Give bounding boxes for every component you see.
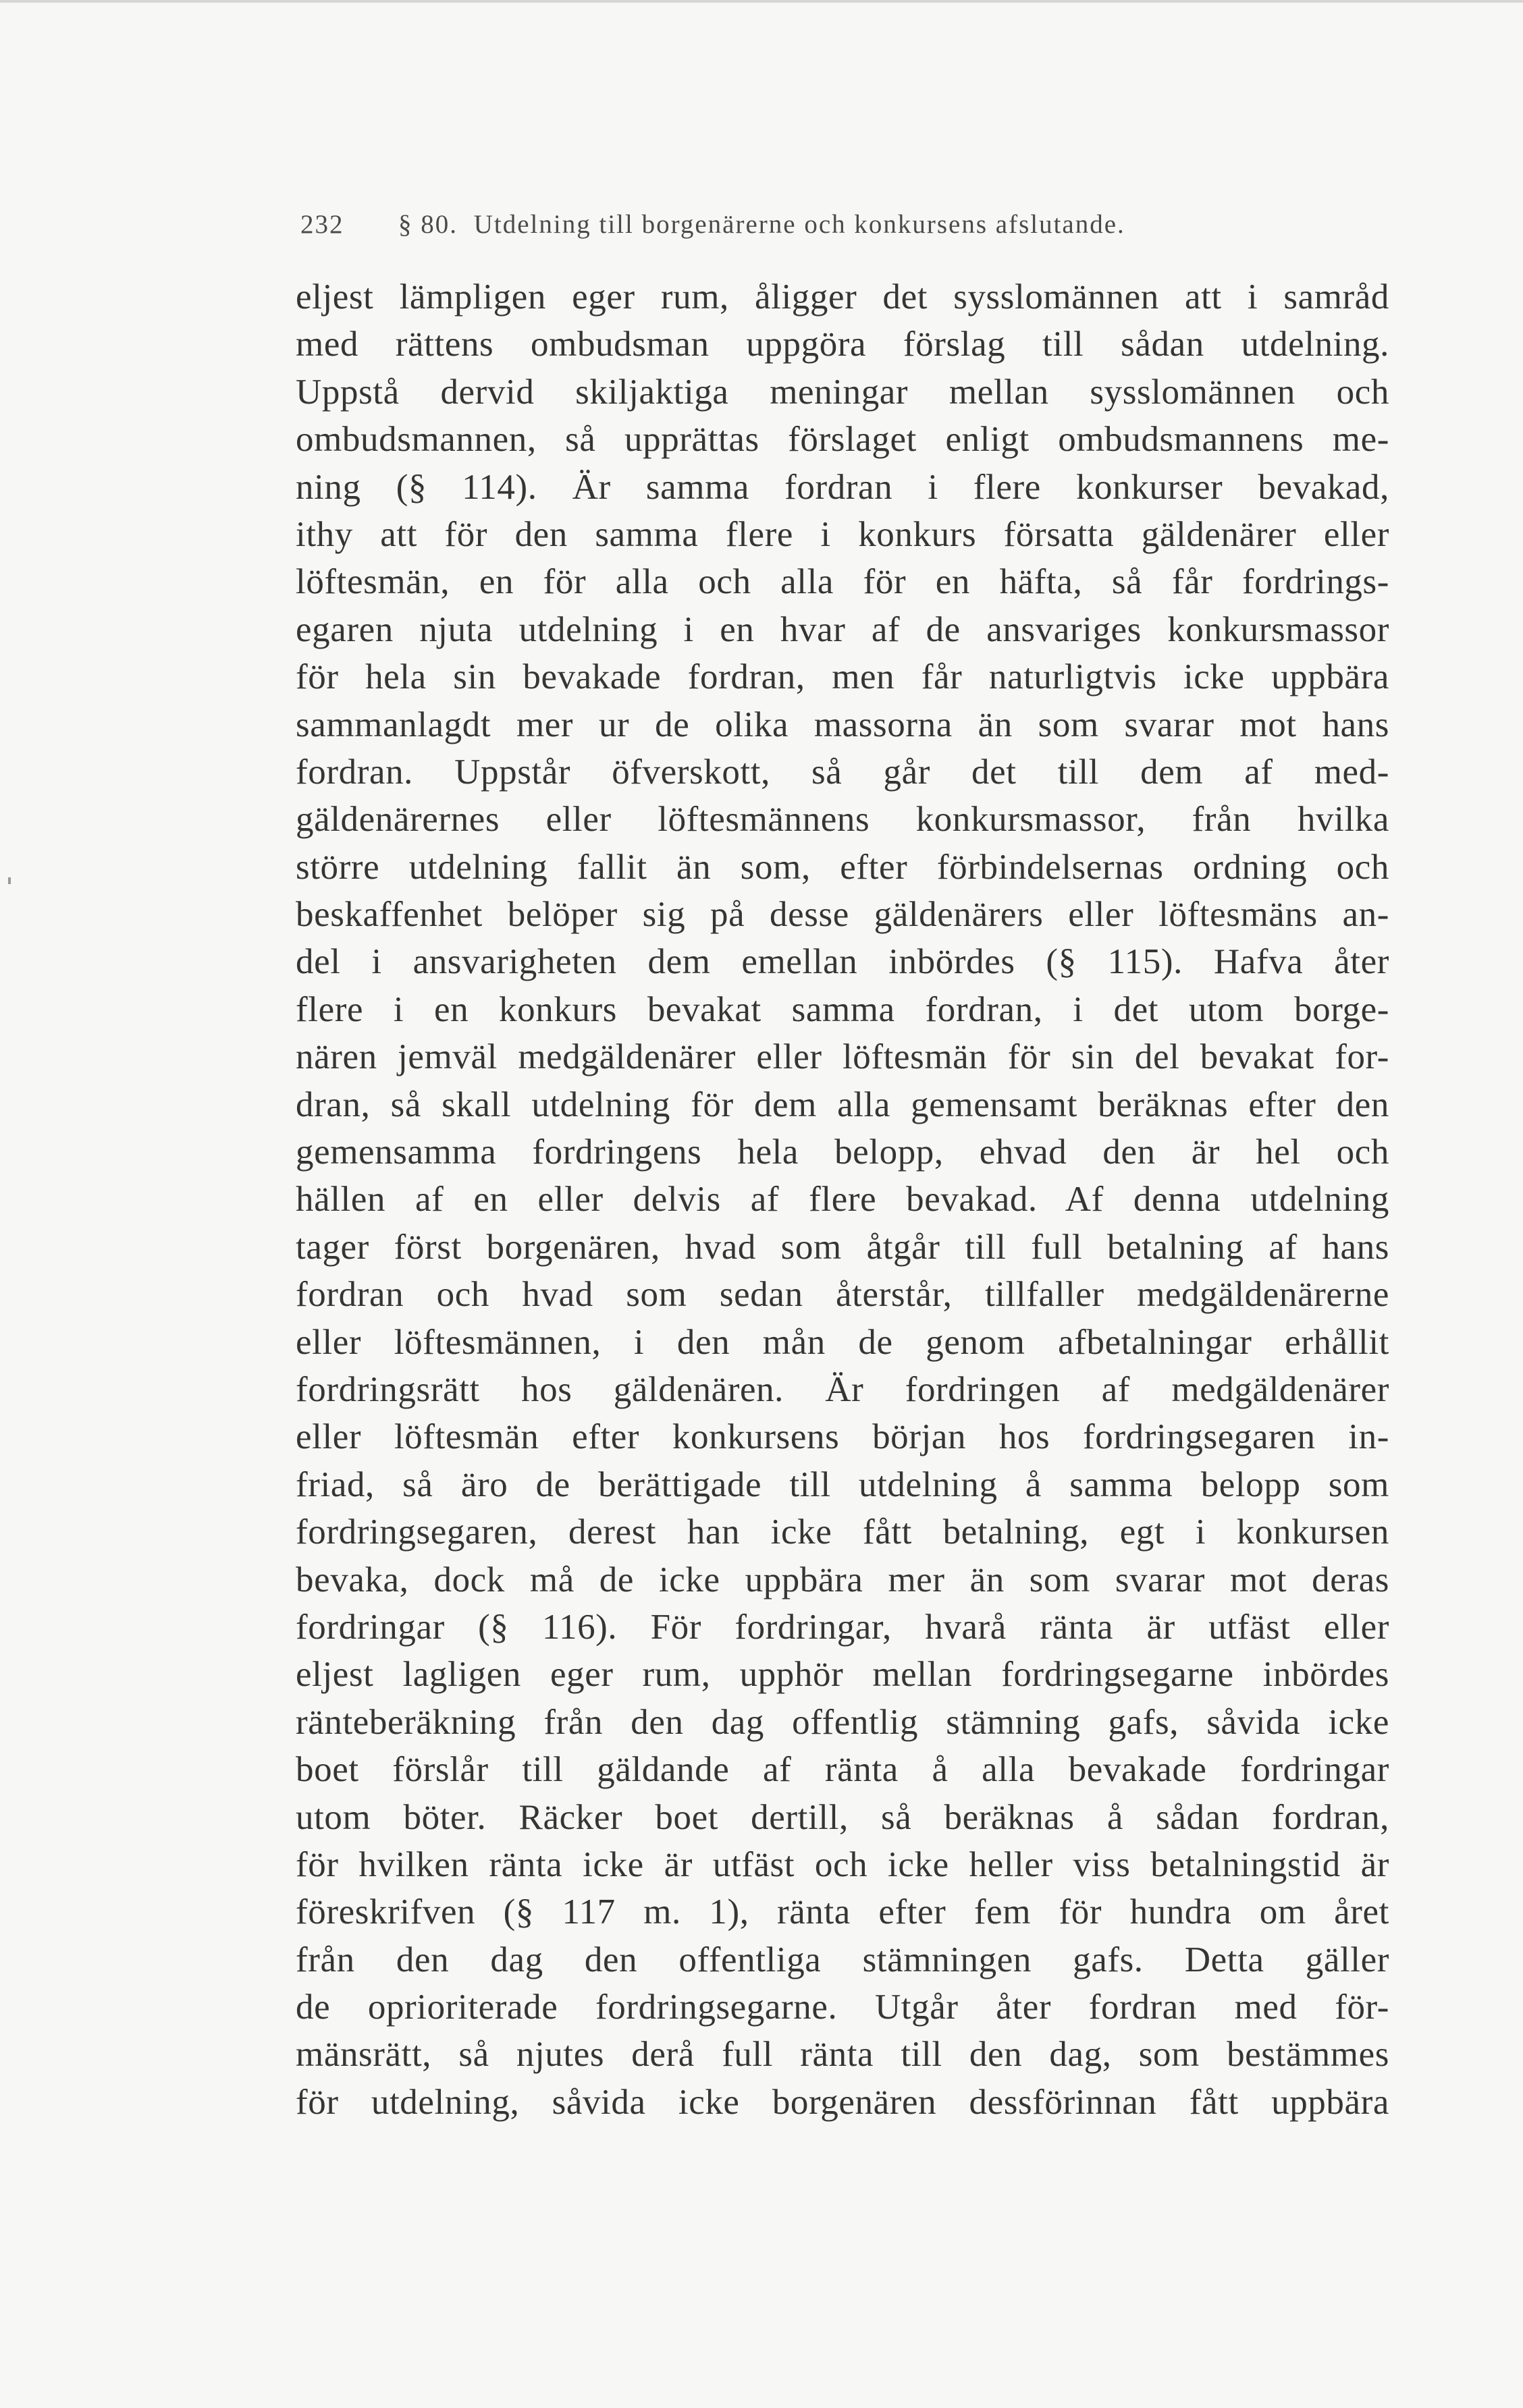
body-line: med rättens ombudsman uppgöra förslag till sådan utdelning. <box>296 325 1389 364</box>
body-line: eller löftesmännen, i den mån de genom afbetalningar erhållit <box>296 1322 1389 1362</box>
body-line: för utdelning, såvida icke borgenären dessförinnan fått uppbära <box>296 2082 1389 2122</box>
body-line: fordran och hvad som sedan återstår, tillfaller medgäldenärerne <box>296 1275 1389 1315</box>
body-line: mänsrätt, så njutes derå full ränta till den dag, som bestämmes <box>296 2035 1389 2075</box>
body-line: föreskrifven (§ 117 m. 1), ränta efter fem för hundra om året <box>296 1892 1389 1932</box>
body-line: ombudsmannen, så upprättas förslaget enligt ombudsmannens me- <box>296 420 1389 460</box>
body-line: eller löftesmän efter konkursens början hos fordringsegaren in- <box>296 1417 1389 1457</box>
body-line: friad, så äro de berättigade till utdelning å samma belopp som <box>296 1465 1389 1504</box>
running-header <box>300 209 1394 250</box>
body-line: hällen af en eller delvis af flere bevakad. Af denna utdelning <box>296 1180 1389 1220</box>
body-line: del i ansvarigheten dem emellan inbördes (§ 115). Hafva åter <box>296 942 1389 982</box>
body-line: gemensamma fordringens hela belopp, ehvad den är hel och <box>296 1132 1389 1172</box>
body-line: beskaffenhet belöper sig på desse gäldenärers eller löftesmäns an- <box>296 895 1389 935</box>
body-line: de oprioriterade fordringsegarne. Utgår åter fordran med för- <box>296 1988 1389 2027</box>
body-line: Uppstå dervid skiljaktiga meningar mellan sysslomännen och <box>296 372 1389 412</box>
body-line: boet förslår till gäldande af ränta å alla bevakade fordringar <box>296 1750 1389 1790</box>
body-line: fordran. Uppstår öfverskott, så går det till dem af med- <box>296 752 1389 792</box>
body-line: ränteberäkning från den dag offentlig stämning gafs, såvida icke <box>296 1702 1389 1742</box>
running-title: Utdelning till borgenärerne och konkursens afslutande. <box>473 210 1125 239</box>
body-line: fordringar (§ 116). För fordringar, hvarå ränta är utfäst eller <box>296 1607 1389 1647</box>
body-line: gäldenärernes eller löftesmännens konkursmassor, från hvilka <box>296 800 1389 840</box>
body-line: sammanlagdt mer ur de olika massorna än som svarar mot hans <box>296 705 1389 744</box>
body-line: större utdelning fallit än som, efter förbindelsernas ordning och <box>296 847 1389 887</box>
body-line: löftesmän, en för alla och alla för en häfta, så får fordrings- <box>296 562 1389 602</box>
body-line: nären jemväl medgäldenärer eller löftesmän för sin del bevakat for- <box>296 1037 1389 1077</box>
body-line: utom böter. Räcker boet dertill, så beräknas å sådan fordran, <box>296 1797 1389 1837</box>
body-line: bevaka, dock må de icke uppbära mer än som svarar mot deras <box>296 1560 1389 1599</box>
page-number: 232 <box>300 210 344 239</box>
body-line: för hvilken ränta icke är utfäst och icke heller viss betalningstid är <box>296 1844 1389 1884</box>
margin-mark <box>8 877 11 884</box>
body-line: ning (§ 114). Är samma fordran i flere konkurser bevakad, <box>296 467 1389 507</box>
body-line: fordringsrätt hos gäldenären. Är fordringen af medgäldenärer <box>296 1369 1389 1409</box>
body-line: eljest lagligen eger rum, upphör mellan fordringsegarne inbördes <box>296 1655 1389 1695</box>
section-number: § 80. <box>398 210 458 239</box>
body-line: flere i en konkurs bevakat samma fordran, i det utom borge- <box>296 989 1389 1029</box>
body-line: egaren njuta utdelning i en hvar af de ansvariges konkursmassor <box>296 609 1389 649</box>
body-line: dran, så skall utdelning för dem alla gemensamt beräknas efter den <box>296 1085 1389 1124</box>
body-line: för hela sin bevakade fordran, men får naturligtvis icke uppbära <box>296 657 1389 697</box>
page-top-edge <box>0 0 1523 3</box>
body-line: från den dag den offentliga stämningen gafs. Detta gäller <box>296 1940 1389 1979</box>
body-line: tager först borgenären, hvad som åtgår till full betalning af hans <box>296 1227 1389 1267</box>
body-line: fordringsegaren, derest han icke fått betalning, egt i konkursen <box>296 1512 1389 1552</box>
body-line: ithy att för den samma flere i konkurs försatta gäldenärer eller <box>296 514 1389 554</box>
body-text <box>296 273 1389 2126</box>
body-line: eljest lämpligen eger rum, åligger det sysslomännen att i samråd <box>296 277 1389 317</box>
